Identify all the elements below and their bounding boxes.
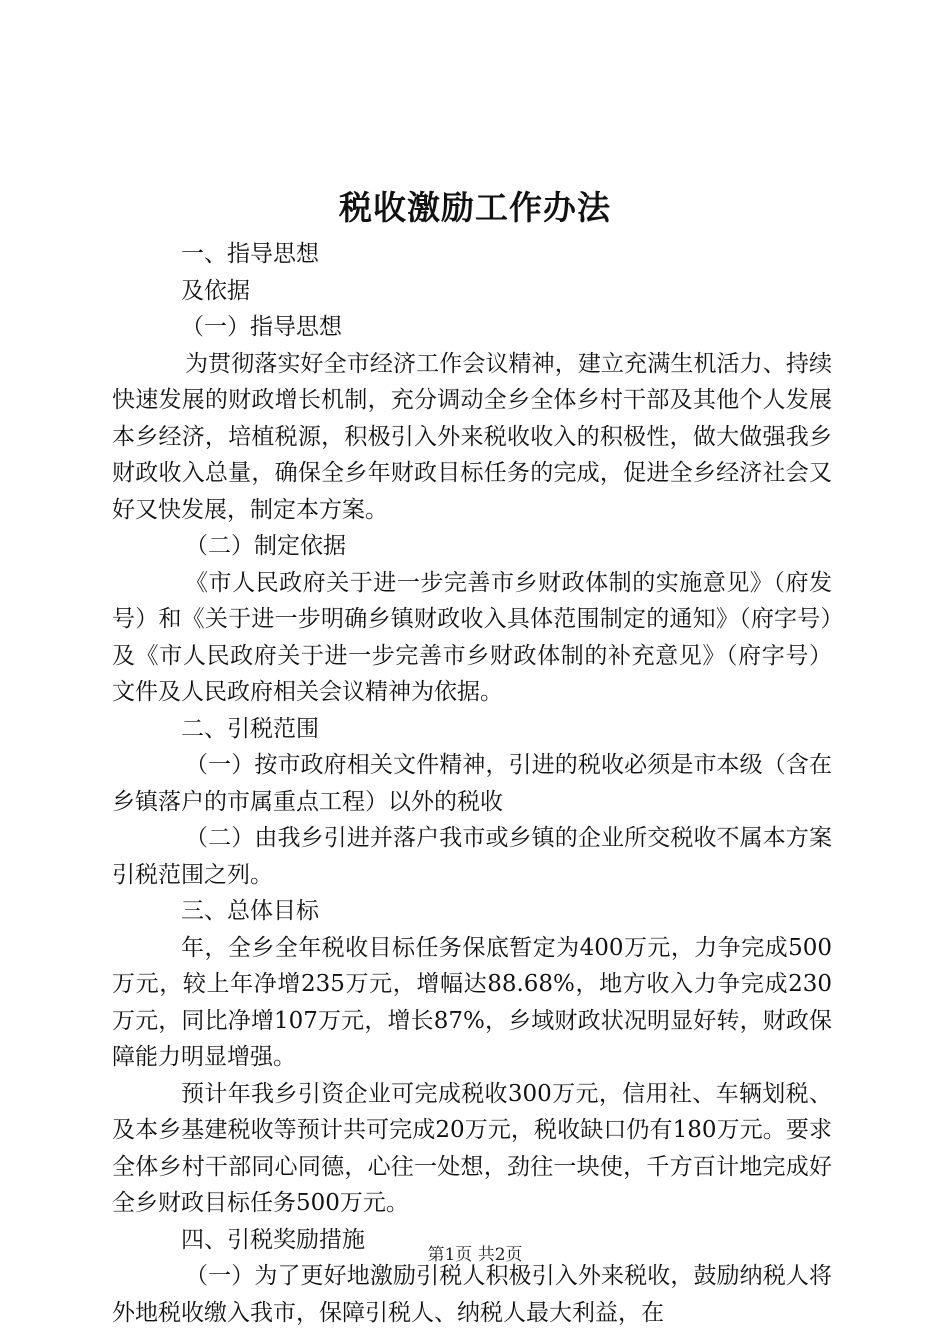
section-heading: 一、指导思想	[181, 241, 319, 267]
section-heading: 二、引税范围	[181, 715, 319, 742]
section-heading: 四、引税奖励措施	[181, 1226, 365, 1253]
document-title: 税收激励工作办法	[339, 188, 611, 227]
section-heading: 三、总体目标	[181, 898, 319, 924]
document-body	[112, 236, 832, 1331]
page-footer: 第1页 共2页	[427, 1245, 523, 1265]
body-paragraph: 年，全乡全年税收目标任务保底暂定为400万元，力争完成500万元，较上年净增235万元，增幅达88.68%，地方收入力争完成230万元，同比净增107万元，增长87%，乡域财政状况明显好转，财政保障能力明显增强。	[112, 934, 832, 1070]
body-paragraph: （二）由我乡引进并落户我市或乡镇的企业所交税收不属本方案引税范围之列。	[112, 825, 832, 888]
subsection-heading: （一）指导思想	[181, 314, 342, 340]
body-paragraph: 预计年我乡引资企业可完成税收300万元，信用社、车辆划税、及本乡基建税收等预计共可完成20万元，税收缺口仍有180万元。要求全体乡村干部同心同德，心往一处想，劲往一块使，千方百计地完成好全乡财政目标任务500万元。	[112, 1080, 832, 1216]
body-paragraph: （一）按市政府相关文件精神，引进的税收必须是市本级（含在乡镇落户的市属重点工程）以外的税收	[112, 752, 832, 815]
section-heading-continued: 及依据	[181, 277, 250, 304]
body-paragraph: 为贯彻落实好全市经济工作会议精神，建立充满生机活力、持续快速发展的财政增长机制，充分调动全乡全体乡村干部及其他个人发展本乡经济，培植税源，积极引入外来税收收入的积极性，做大做强我乡财政收入总量，确保全乡年财政目标任务的完成，促进全乡经济社会又好又快发展，制定本方案。	[112, 350, 832, 523]
subsection-heading: （二）制定依据	[185, 533, 346, 559]
body-paragraph: 《市人民政府关于进一步完善市乡财政体制的实施意见》（府发号）和《关于进一步明确乡镇财政收入具体范围制定的通知》（府字号）及《市人民政府关于进一步完善市乡财政体制的补充意见》（府字号）文件及人民政府相关会议精神为依据。	[112, 569, 832, 705]
body-paragraph: （一）为了更好地激励引税人积极引入外来税收，鼓励纳税人将外地税收缴入我市，保障引税人、纳税人最大利益，在	[112, 1263, 832, 1326]
